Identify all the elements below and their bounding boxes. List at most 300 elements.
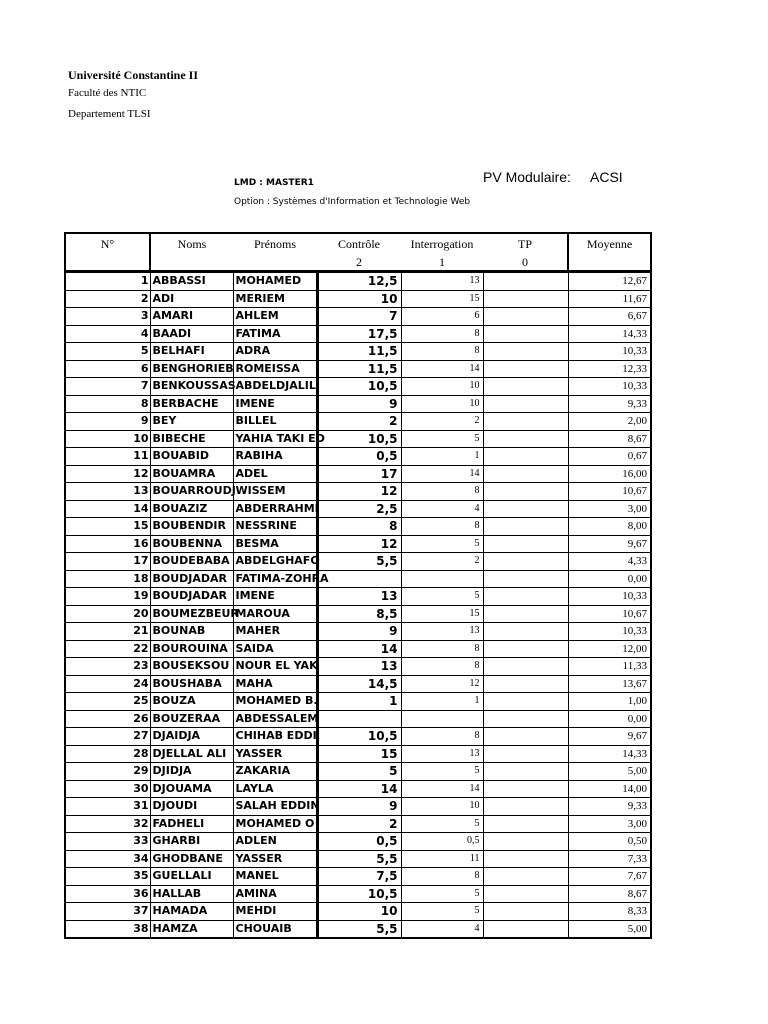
controle-grade: 11,5 [317, 343, 401, 361]
table-row [65, 483, 651, 501]
row-number: 17 [65, 553, 150, 571]
faculty-name: Faculté des NTIC [68, 87, 147, 99]
average-grade: 8,67 [568, 885, 651, 903]
interrogation-grade: 4 [401, 920, 483, 938]
table-row [65, 728, 651, 746]
interrogation-grade: 8 [401, 658, 483, 676]
header-row [65, 233, 651, 272]
student-first-name: YASSER [233, 850, 317, 868]
controle-grade: 2,5 [317, 500, 401, 518]
student-first-name: MOHAMED B. [233, 693, 317, 711]
interrogation-grade: 8 [401, 868, 483, 886]
tp-grade [483, 728, 568, 746]
option-label: Option : Systèmes d'Information et Technologie Web [234, 197, 471, 207]
row-number: 6 [65, 360, 150, 378]
average-grade: 10,67 [568, 483, 651, 501]
student-last-name: BOUDJADAR [150, 570, 233, 588]
table-row [65, 465, 651, 483]
student-last-name: BOUDEBABA [150, 553, 233, 571]
row-number: 1 [65, 272, 150, 291]
row-number: 2 [65, 290, 150, 308]
student-first-name: ADEL [233, 465, 317, 483]
tp-grade [483, 395, 568, 413]
student-first-name: CHOUAIB [233, 920, 317, 938]
row-number: 7 [65, 378, 150, 396]
average-grade: 0,50 [568, 833, 651, 851]
table-row [65, 693, 651, 711]
student-first-name: MAHA [233, 675, 317, 693]
interrogation-grade: 2 [401, 413, 483, 431]
average-grade: 14,33 [568, 745, 651, 763]
average-grade: 9,33 [568, 798, 651, 816]
col-prenom-header: Prénoms [233, 233, 317, 272]
interrogation-grade: 13 [401, 745, 483, 763]
row-number: 37 [65, 903, 150, 921]
tp-grade [483, 413, 568, 431]
student-first-name: MERIEM [233, 290, 317, 308]
tp-grade [483, 920, 568, 938]
student-first-name: RABIHA [233, 448, 317, 466]
average-grade: 2,00 [568, 413, 651, 431]
interrogation-grade: 14 [401, 465, 483, 483]
table-row [65, 640, 651, 658]
tp-grade [483, 290, 568, 308]
interrogation-grade: 8 [401, 325, 483, 343]
controle-grade: 9 [317, 395, 401, 413]
table-row [65, 553, 651, 571]
interrogation-grade: 5 [401, 885, 483, 903]
tp-grade [483, 868, 568, 886]
interrogation-grade: 14 [401, 360, 483, 378]
table-row [65, 920, 651, 938]
interrogation-grade: 5 [401, 815, 483, 833]
interrogation-grade: 14 [401, 780, 483, 798]
student-first-name: ABDERRAHMI [233, 500, 317, 518]
interrogation-grade: 10 [401, 798, 483, 816]
average-grade: 5,00 [568, 763, 651, 781]
table-row [65, 500, 651, 518]
tp-grade [483, 903, 568, 921]
tp-grade [483, 308, 568, 326]
interrogation-grade: 5 [401, 763, 483, 781]
student-first-name: SAIDA [233, 640, 317, 658]
row-number: 36 [65, 885, 150, 903]
tp-grade [483, 500, 568, 518]
pv-module-value: ACSI [590, 169, 623, 185]
table-row [65, 448, 651, 466]
row-number: 38 [65, 920, 150, 938]
table-row [65, 395, 651, 413]
student-first-name: BILLEL [233, 413, 317, 431]
controle-grade: 12,5 [317, 272, 401, 291]
tp-grade [483, 623, 568, 641]
interrogation-grade: 5 [401, 430, 483, 448]
tp-grade [483, 343, 568, 361]
student-last-name: DJOUAMA [150, 780, 233, 798]
row-number: 9 [65, 413, 150, 431]
student-last-name: AMARI [150, 308, 233, 326]
student-last-name: GUELLALI [150, 868, 233, 886]
tp-grade [483, 693, 568, 711]
student-first-name: YAHIA TAKI ED [233, 430, 317, 448]
tp-grade [483, 658, 568, 676]
table-row [65, 623, 651, 641]
col-controle-header: Contrôle 2 [317, 233, 401, 272]
student-first-name: NOUR EL YAK [233, 658, 317, 676]
controle-grade: 5 [317, 763, 401, 781]
student-last-name: BOUBENDIR [150, 518, 233, 536]
pv-label: PV Modulaire: [483, 169, 571, 185]
student-last-name: BOUZERAA [150, 710, 233, 728]
student-first-name: MOHAMED [233, 272, 317, 291]
student-first-name: ADRA [233, 343, 317, 361]
interrogation-grade: 6 [401, 308, 483, 326]
average-grade: 8,00 [568, 518, 651, 536]
table-row [65, 815, 651, 833]
controle-grade [317, 570, 401, 588]
student-last-name: BENKOUSSAS [150, 378, 233, 396]
table-row [65, 745, 651, 763]
controle-grade: 10,5 [317, 378, 401, 396]
student-last-name: BOUSEKSOU [150, 658, 233, 676]
grades-table [64, 232, 652, 939]
student-first-name: YASSER [233, 745, 317, 763]
interrogation-grade: 12 [401, 675, 483, 693]
student-first-name: ABDELDJALIL [233, 378, 317, 396]
controle-grade: 11,5 [317, 360, 401, 378]
tp-grade [483, 378, 568, 396]
student-last-name: BOUZA [150, 693, 233, 711]
student-first-name: IMENE [233, 588, 317, 606]
student-last-name: BEY [150, 413, 233, 431]
row-number: 25 [65, 693, 150, 711]
interrogation-grade: 4 [401, 500, 483, 518]
interrogation-grade: 8 [401, 483, 483, 501]
tp-grade [483, 535, 568, 553]
student-last-name: ABBASSI [150, 272, 233, 291]
student-first-name: MANEL [233, 868, 317, 886]
row-number: 16 [65, 535, 150, 553]
student-first-name: MAROUA [233, 605, 317, 623]
student-first-name: ZAKARIA [233, 763, 317, 781]
student-first-name: ADLEN [233, 833, 317, 851]
average-grade: 8,33 [568, 903, 651, 921]
controle-grade: 5,5 [317, 920, 401, 938]
student-last-name: DJAIDJA [150, 728, 233, 746]
average-grade: 10,33 [568, 588, 651, 606]
average-grade: 14,33 [568, 325, 651, 343]
row-number: 18 [65, 570, 150, 588]
student-last-name: BOUABID [150, 448, 233, 466]
student-last-name: BENGHORIEB [150, 360, 233, 378]
row-number: 5 [65, 343, 150, 361]
student-first-name: LAYLA [233, 780, 317, 798]
table-row [65, 658, 651, 676]
table-row [65, 833, 651, 851]
row-number: 24 [65, 675, 150, 693]
tp-grade [483, 325, 568, 343]
table-row [65, 570, 651, 588]
interrogation-grade: 8 [401, 343, 483, 361]
average-grade: 0,00 [568, 570, 651, 588]
row-number: 30 [65, 780, 150, 798]
average-grade: 10,33 [568, 343, 651, 361]
student-last-name: FADHELI [150, 815, 233, 833]
tp-grade [483, 675, 568, 693]
average-grade: 16,00 [568, 465, 651, 483]
tp-grade [483, 850, 568, 868]
table-row [65, 360, 651, 378]
average-grade: 11,33 [568, 658, 651, 676]
student-last-name: BOUROUINA [150, 640, 233, 658]
controle-grade: 10,5 [317, 430, 401, 448]
tp-grade [483, 570, 568, 588]
student-first-name: ABDELGHAFO [233, 553, 317, 571]
student-first-name: MOHAMED O [233, 815, 317, 833]
tp-grade [483, 885, 568, 903]
student-last-name: BOUAMRA [150, 465, 233, 483]
table-row [65, 343, 651, 361]
controle-grade: 9 [317, 623, 401, 641]
row-number: 20 [65, 605, 150, 623]
tp-grade [483, 710, 568, 728]
interrogation-grade: 2 [401, 553, 483, 571]
row-number: 8 [65, 395, 150, 413]
controle-grade: 1 [317, 693, 401, 711]
row-number: 12 [65, 465, 150, 483]
controle-grade: 12 [317, 535, 401, 553]
tp-grade [483, 588, 568, 606]
controle-grade: 13 [317, 658, 401, 676]
average-grade: 7,67 [568, 868, 651, 886]
table-row [65, 885, 651, 903]
controle-grade: 10,5 [317, 728, 401, 746]
controle-grade: 9 [317, 798, 401, 816]
controle-grade: 17,5 [317, 325, 401, 343]
student-last-name: HAMADA [150, 903, 233, 921]
table-row [65, 518, 651, 536]
interrogation-grade: 13 [401, 623, 483, 641]
table-row [65, 325, 651, 343]
student-last-name: BERBACHE [150, 395, 233, 413]
controle-grade: 14 [317, 780, 401, 798]
row-number: 27 [65, 728, 150, 746]
tp-grade [483, 763, 568, 781]
interrogation-grade: 1 [401, 693, 483, 711]
average-grade: 10,33 [568, 623, 651, 641]
tp-grade [483, 815, 568, 833]
student-last-name: BOUMEZBEUR [150, 605, 233, 623]
average-grade: 14,00 [568, 780, 651, 798]
table-row [65, 710, 651, 728]
average-grade: 5,00 [568, 920, 651, 938]
student-first-name: CHIHAB EDDI [233, 728, 317, 746]
student-first-name: MEHDI [233, 903, 317, 921]
tp-grade [483, 518, 568, 536]
student-last-name: DJOUDI [150, 798, 233, 816]
row-number: 28 [65, 745, 150, 763]
university-name: Université Constantine II [68, 68, 199, 82]
student-first-name: NESSRINE [233, 518, 317, 536]
row-number: 22 [65, 640, 150, 658]
average-grade: 11,67 [568, 290, 651, 308]
tp-grade [483, 465, 568, 483]
average-grade: 4,33 [568, 553, 651, 571]
student-last-name: HALLAB [150, 885, 233, 903]
controle-grade: 10,5 [317, 885, 401, 903]
tp-grade [483, 553, 568, 571]
interrogation-grade: 8 [401, 640, 483, 658]
controle-grade: 10 [317, 903, 401, 921]
controle-grade: 8,5 [317, 605, 401, 623]
row-number: 29 [65, 763, 150, 781]
student-last-name: GHARBI [150, 833, 233, 851]
interrogation-grade: 8 [401, 518, 483, 536]
col-moyenne-header: Moyenne [568, 233, 651, 272]
tp-grade [483, 640, 568, 658]
student-last-name: BOUBENNA [150, 535, 233, 553]
table-row [65, 798, 651, 816]
average-grade: 10,67 [568, 605, 651, 623]
controle-grade: 14 [317, 640, 401, 658]
table-row [65, 272, 651, 291]
row-number: 3 [65, 308, 150, 326]
table-row [65, 675, 651, 693]
student-first-name: AMINA [233, 885, 317, 903]
student-first-name: AHLEM [233, 308, 317, 326]
average-grade: 1,00 [568, 693, 651, 711]
controle-grade: 10 [317, 290, 401, 308]
interrogation-grade: 10 [401, 378, 483, 396]
controle-grade: 17 [317, 465, 401, 483]
controle-grade: 0,5 [317, 833, 401, 851]
row-number: 31 [65, 798, 150, 816]
interrogation-grade: 0,5 [401, 833, 483, 851]
average-grade: 3,00 [568, 500, 651, 518]
table-row [65, 850, 651, 868]
average-grade: 9,67 [568, 535, 651, 553]
student-first-name: ROMEISSA [233, 360, 317, 378]
tp-grade [483, 448, 568, 466]
table-row [65, 413, 651, 431]
table-row [65, 903, 651, 921]
tp-grade [483, 833, 568, 851]
table-row [65, 868, 651, 886]
controle-grade: 8 [317, 518, 401, 536]
student-last-name: BOUSHABA [150, 675, 233, 693]
student-last-name: BELHAFI [150, 343, 233, 361]
interrogation-grade: 10 [401, 395, 483, 413]
average-grade: 3,00 [568, 815, 651, 833]
controle-grade: 0,5 [317, 448, 401, 466]
average-grade: 12,67 [568, 272, 651, 291]
average-grade: 10,33 [568, 378, 651, 396]
student-first-name: FATIMA-ZOHRA [233, 570, 317, 588]
interrogation-grade: 11 [401, 850, 483, 868]
average-grade: 12,00 [568, 640, 651, 658]
controle-grade: 15 [317, 745, 401, 763]
average-grade: 0,67 [568, 448, 651, 466]
table-row [65, 588, 651, 606]
tp-grade [483, 430, 568, 448]
row-number: 21 [65, 623, 150, 641]
controle-grade: 7 [317, 308, 401, 326]
controle-grade: 13 [317, 588, 401, 606]
interrogation-grade: 5 [401, 588, 483, 606]
tp-grade [483, 483, 568, 501]
interrogation-grade: 5 [401, 535, 483, 553]
table-row [65, 430, 651, 448]
tp-grade [483, 360, 568, 378]
tp-grade [483, 605, 568, 623]
student-last-name: GHODBANE [150, 850, 233, 868]
table-row [65, 780, 651, 798]
average-grade: 0,00 [568, 710, 651, 728]
table-row [65, 535, 651, 553]
interrogation-grade: 15 [401, 290, 483, 308]
row-number: 14 [65, 500, 150, 518]
col-nom-header: Noms [150, 233, 233, 272]
student-last-name: BOUARROUDJ [150, 483, 233, 501]
student-last-name: BOUDJADAR [150, 588, 233, 606]
row-number: 13 [65, 483, 150, 501]
row-number: 33 [65, 833, 150, 851]
tp-grade [483, 745, 568, 763]
controle-grade: 12 [317, 483, 401, 501]
average-grade: 7,33 [568, 850, 651, 868]
row-number: 19 [65, 588, 150, 606]
col-num-header: N° [65, 233, 150, 272]
interrogation-grade: 8 [401, 728, 483, 746]
student-first-name: IMENE [233, 395, 317, 413]
interrogation-grade: 1 [401, 448, 483, 466]
row-number: 4 [65, 325, 150, 343]
col-tp-header: TP 0 [483, 233, 568, 272]
student-last-name: BIBECHE [150, 430, 233, 448]
average-grade: 9,33 [568, 395, 651, 413]
controle-grade [317, 710, 401, 728]
student-last-name: BOUAZIZ [150, 500, 233, 518]
controle-grade: 2 [317, 815, 401, 833]
row-number: 26 [65, 710, 150, 728]
controle-grade: 14,5 [317, 675, 401, 693]
interrogation-grade [401, 710, 483, 728]
student-first-name: MAHER [233, 623, 317, 641]
department-name: Departement TLSI [68, 108, 151, 120]
student-first-name: SALAH EDDIN [233, 798, 317, 816]
controle-grade: 5,5 [317, 553, 401, 571]
controle-grade: 2 [317, 413, 401, 431]
student-first-name: WISSEM [233, 483, 317, 501]
student-last-name: DJIDJA [150, 763, 233, 781]
interrogation-grade: 15 [401, 605, 483, 623]
row-number: 34 [65, 850, 150, 868]
col-interrogation-header: Interrogation 1 [401, 233, 483, 272]
row-number: 15 [65, 518, 150, 536]
tp-grade [483, 780, 568, 798]
student-last-name: BOUNAB [150, 623, 233, 641]
tp-grade [483, 272, 568, 291]
row-number: 10 [65, 430, 150, 448]
interrogation-grade: 13 [401, 272, 483, 291]
student-last-name: BAADI [150, 325, 233, 343]
student-first-name: FATIMA [233, 325, 317, 343]
interrogation-grade: 5 [401, 903, 483, 921]
student-first-name: ABDESSALEM [233, 710, 317, 728]
table-row [65, 605, 651, 623]
interrogation-grade [401, 570, 483, 588]
table-row [65, 308, 651, 326]
